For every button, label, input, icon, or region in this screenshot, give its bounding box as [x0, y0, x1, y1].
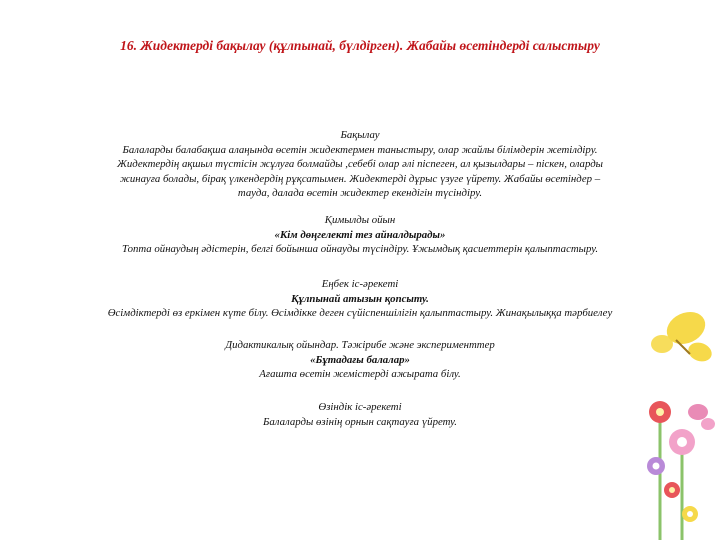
labor-section — [40, 277, 680, 321]
labor-description: Өсімдіктерді өз еркімен күте білу. Өсімдікке деген сүйіспеншілігін қалыптастыру. Жинақылыққа тәрбиелеу — [107, 307, 613, 319]
purple-flower-icon — [647, 457, 665, 475]
independent-section — [40, 400, 680, 429]
movement-game-description: Топта ойнаудың әдістерін, белгі бойынша ойнауды түсіндіру. Ұжымдық қасиеттерін қалыптастыру. — [121, 243, 599, 255]
didactic-game-section — [40, 338, 680, 382]
movement-game-section — [40, 213, 680, 257]
red-small-flower-icon — [664, 482, 680, 498]
observation-line: жинауға болады, бірақ үлкендердің рұқсатымен. Жидектерді дұрыс үзуге үйрету. Жабайы өсетіндер – — [119, 172, 601, 185]
red-flower-icon — [649, 401, 671, 423]
observation-heading: Бақылау — [340, 129, 380, 141]
pink-butterfly-icon — [688, 404, 715, 430]
movement-game-name: «Кім дөңгелекті тез айналдырады» — [274, 228, 446, 241]
labor-heading: Еңбек іс-әрекеті — [321, 278, 399, 290]
observation-line: Жидектердің ақшыл түстісін жұлуға болмайды ,себебі олар әлі піспеген, ал қызылдары – піскен, оларды — [117, 158, 603, 170]
yellow-flower-icon — [682, 506, 698, 522]
observation-section — [40, 128, 680, 201]
independent-heading: Өзіндік іс-әрекеті — [318, 401, 402, 413]
observation-line: тауда, далада өсетін жидектер екендігін түсіндіру. — [237, 187, 483, 199]
didactic-game-name: «Бұтадағы балалар» — [310, 353, 410, 366]
independent-description: Балаларды өзінің орнын сақтауға үйрету. — [263, 415, 457, 428]
didactic-game-description: Ағашта өсетін жемістерді ажырата білу. — [259, 368, 461, 380]
yellow-butterfly-icon — [651, 306, 714, 365]
observation-line: Балаларды балабақша алаңында өсетін жидектермен таныстыру, олар жайлы білімдерін жетілдіру. — [122, 143, 598, 156]
page-title: 16. Жидектерді бақылау (құлпынай, бүлдірген). Жабайы өсетіндерді салыстыру — [120, 38, 600, 53]
butterfly-flowers-decoration — [610, 300, 720, 540]
pink-flower-icon — [669, 429, 695, 455]
labor-name: Құлпынай атызын қопсыту. — [291, 292, 429, 305]
didactic-game-heading: Дидактикалық ойындар. Тәжірибе және эксперименттер — [225, 339, 495, 351]
movement-game-heading: Қимылды ойын — [324, 214, 396, 226]
